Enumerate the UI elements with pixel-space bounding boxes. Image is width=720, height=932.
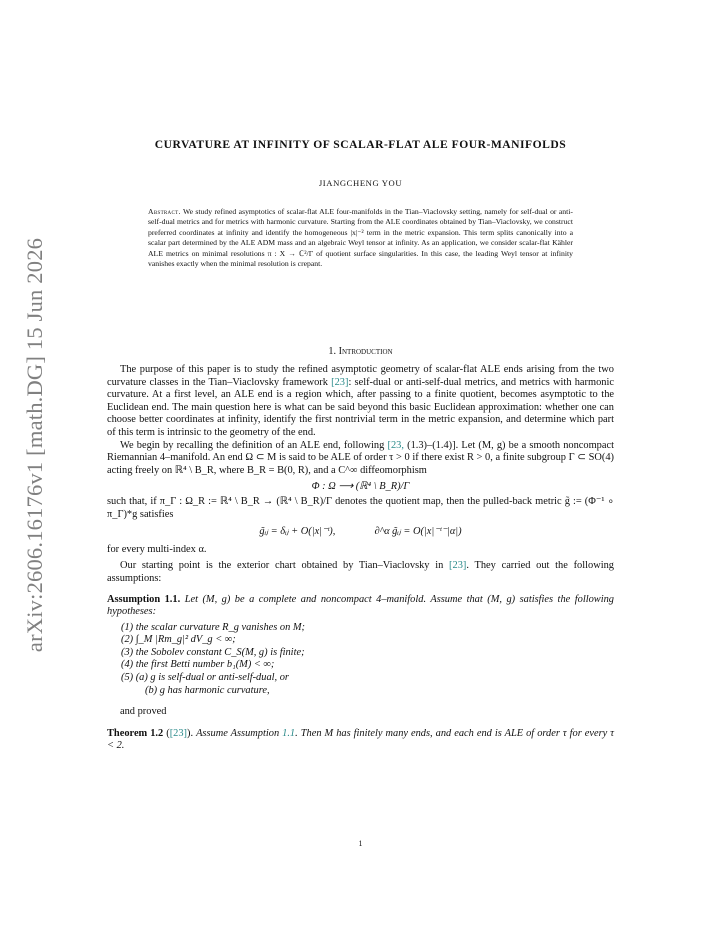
arxiv-side-stamp xyxy=(14,230,56,660)
assumption-ref-link[interactable]: 1.1 xyxy=(282,727,296,739)
equation-metric-decay: g̃ᵢⱼ = δᵢⱼ + O(|x|⁻ᵗ), xyxy=(259,526,336,538)
paragraph-1-text: The purpose of this paper is to study the refined asymptotic geometry of scalar-flat ALE ends arising from the two curvature classes in the Tian–Viaclovsky framework xyxy=(107,364,614,388)
assumption-label: Assumption 1.1. xyxy=(107,593,181,605)
hypothesis-subitem: (b) g has harmonic curvature, xyxy=(145,684,270,696)
equation-diffeomorphism: Φ : Ω ⟶ (ℝ⁴ \ B_R)/Γ xyxy=(311,481,410,493)
paragraph-5 xyxy=(107,560,614,585)
body-text xyxy=(107,364,614,753)
paragraph-2-text: We begin by recalling the definition of an ALE end, following xyxy=(120,439,388,451)
citation-link[interactable]: [23] xyxy=(331,376,349,388)
abstract-text: We study refined asymptotics of scalar-flat ALE four-manifolds in the Tian–Viaclovsky setting, namely for self-dual or anti-self-dual metrics and for metrics with harmonic curvature. Starting from the ALE coordinates obtained by Tian–Viaclovsky, we construct preferred coordinates at infinity and identify the homogeneous |x|⁻² term in the metric expansion. This term splits canonically into a scalar part determined by the ALE ADM mass and an algebraic Weyl tensor at infinity. As an application, we consider scalar-flat Kähler ALE metrics on minimal resolutions π : X → ℂ²/Γ of quotient surface singularities. In this case, the leading Weyl tensor at infinity vanishes exactly when the minimal resolution is crepant. xyxy=(148,207,573,269)
arxiv-identifier: arXiv:2606.16176v1 [math.DG] 15 Jun 2026 xyxy=(22,237,47,653)
hypothesis-item: (1) the scalar curvature R_g vanishes on M; xyxy=(121,621,306,633)
hypothesis-list xyxy=(107,622,614,698)
paragraph-1 xyxy=(107,364,614,440)
section-title: Introduction xyxy=(338,346,393,357)
theorem-text-a: Assume Assumption xyxy=(196,727,283,739)
citation-link[interactable]: [23, xyxy=(387,439,404,451)
citation-location: (1.3)–(1.4)] xyxy=(407,439,456,451)
theorem-block xyxy=(107,728,614,753)
theorem-label: Theorem 1.2 xyxy=(107,727,164,739)
paragraph-2-text-cont: . Let (M, g) be a smooth noncompact Riemannian 4–manifold. An end Ω ⊂ M is said to be ALE of order τ > 0 if there exist R > 0, a finite subgroup Γ ⊂ SO(4) acting freely on ℝ⁴ \ B_R, where B_R = B(0, R), and a C^∞ diffeomorphism xyxy=(107,439,614,476)
citation-link[interactable]: [23] xyxy=(449,560,467,572)
paragraph-3: such that, if π_Γ : Ω_R := ℝ⁴ \ B_R → (ℝ⁴ \ B_R)/Γ denotes the quotient map, then the pulled-back metric g̃ := (Φ⁻¹ ∘ π_Γ)*g satisfies xyxy=(107,495,614,520)
author-name: JIANGCHENG YOU xyxy=(318,178,403,188)
paragraph-4: for every multi-index α. xyxy=(107,543,207,555)
paragraph-2 xyxy=(107,440,614,478)
paragraph-5-text: Our starting point is the exterior chart obtained by Tian–Viaclovsky in xyxy=(120,560,450,572)
equation-ale-decay xyxy=(107,526,614,539)
proved-line: and proved xyxy=(120,706,167,718)
hypothesis-item: (5) (a) g is self-dual or anti-self-dual, or xyxy=(121,672,289,684)
hypothesis-item: (3) the Sobolev constant C_S(M, g) is finite; xyxy=(121,646,305,658)
page-number: 1 xyxy=(358,839,363,848)
abstract-label: Abstract. xyxy=(148,207,181,216)
assumption-block xyxy=(107,594,614,698)
abstract xyxy=(148,207,573,269)
assumption-text: Let (M, g) be a complete and noncompact 4–manifold. Assume that (M, g) satisfies the following hypotheses: xyxy=(107,593,615,618)
theorem-cite-open: ( xyxy=(166,727,170,739)
hypothesis-item: (2) ∫_M |Rm_g|² dV_g < ∞; xyxy=(121,634,236,646)
paragraph-1-text-cont: : self-dual or anti-self-dual metrics, and metrics with harmonic curvature. At a first level, an ALE end is a region which, after passing to a finite quotient, becomes asymptotic to the Euclidean end. The main question here is what can be said beyond this basic Euclidean approximation: whether one can choose better coordinates at infinity, identify the first nontrivial term in the metric expansion, and determine which part of this term is intrinsic to the geometry of the end. xyxy=(107,376,614,438)
hypothesis-item: (4) the first Betti number b₁(M) < ∞; xyxy=(121,659,275,671)
section-heading xyxy=(107,346,614,359)
citation-link[interactable]: [23] xyxy=(169,727,187,739)
theorem-cite-close: ). xyxy=(187,727,194,739)
paragraph-5-text-cont: . They carried out the following assumptions: xyxy=(107,560,614,584)
equation-derivative-decay: ∂^α g̃ᵢⱼ = O(|x|⁻ᵗ⁻|α|) xyxy=(374,526,462,538)
section-number: 1. xyxy=(328,346,337,357)
theorem-text-b: . Then M has finitely many ends, and each end is ALE of order τ for every τ < 2. xyxy=(107,727,614,752)
paper-title: CURVATURE AT INFINITY OF SCALAR-FLAT ALE FOUR-MANIFOLDS xyxy=(154,138,567,151)
